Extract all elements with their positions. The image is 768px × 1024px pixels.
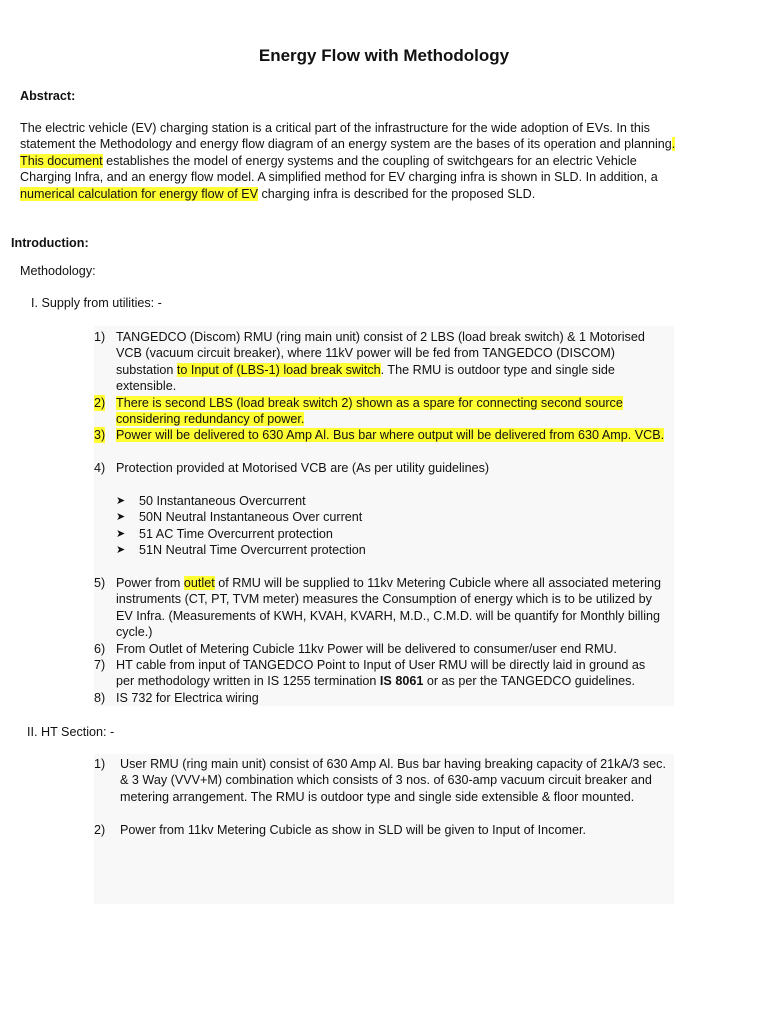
item-text-part: or as per the TANGEDCO guidelines. xyxy=(423,674,635,689)
item-text-part: Protection provided at Motorised VCB are (As per utility guidelines) xyxy=(116,461,490,475)
item-text-part: From Outlet of Metering Cubicle 11kv Power will be delivered to consumer/user end RMU. xyxy=(116,642,617,656)
abstract-text-3: charging infra is described for the proposed SLD. xyxy=(258,186,536,201)
item-text xyxy=(116,395,666,428)
item-number: 3) xyxy=(94,428,106,442)
abstract-text-2: establishes the model of energy systems and the coupling of switchgears for an electric Vehicle Charging Infra, and an energy flow model. A simplified method for EV charging infra is shown in SLD. In addition, a xyxy=(20,153,658,185)
document-title: Energy Flow with Methodology xyxy=(258,46,510,65)
bullet-text: 50 Instantaneous Overcurrent xyxy=(139,494,306,508)
item-number: 1) xyxy=(94,757,106,771)
bullet-text: 51N Neutral Time Overcurrent protection xyxy=(139,543,366,557)
introduction-heading: Introduction: xyxy=(11,236,89,250)
item-number: 2) xyxy=(94,396,106,410)
item-text-part: Power from xyxy=(116,576,184,590)
item-text xyxy=(116,329,666,395)
arrow-bullet-icon: ➤ xyxy=(116,511,126,523)
item-number: 1) xyxy=(94,330,106,344)
item-text-part: of RMU will be supplied to 11kv Metering Cubicle where all associated metering instruments (CT, PT, TVM meter) measures the Consumption of energy which is to be utilized by EV Infra. (Measurements of KWH, KVAH, KVARH, M.D., C.M.D. will be quantify for Monthly billing cycle.) xyxy=(116,576,662,640)
item-number: 5) xyxy=(94,576,106,590)
item-text xyxy=(116,427,666,443)
item-text-part: . The RMU is outdoor type and single side extensible. xyxy=(116,362,615,394)
item-number: 7) xyxy=(94,658,106,672)
section-2-label: II. HT Section: - xyxy=(27,725,115,739)
methodology-label: Methodology: xyxy=(20,264,96,278)
item-text xyxy=(116,657,666,690)
abstract-highlight-1: . This document xyxy=(20,137,676,168)
item-text xyxy=(116,460,666,476)
abstract-highlight-2: numerical calculation for energy flow of EV xyxy=(20,186,258,201)
item-highlight: to Input of (LBS-1) load break switch xyxy=(176,362,381,377)
arrow-bullet-icon: ➤ xyxy=(116,528,126,540)
abstract-text-1: The electric vehicle (EV) charging station is a critical part of the infrastructure for the wide adoption of EVs. In this statement the Methodology and energy flow diagram of an energy system are the bases of its operation and planning xyxy=(20,121,672,152)
item-text xyxy=(116,641,666,657)
standard-reference: IS 8061 xyxy=(379,674,424,689)
section-1-label: I. Supply from utilities: - xyxy=(31,296,162,310)
bullet-text: 51 AC Time Overcurrent protection xyxy=(139,527,333,541)
item-text: User RMU (ring main unit) consist of 630 Amp Al. Bus bar having breaking capacity of 21kA/3 sec. & 3 Way (VVV+M) combination which consists of 3 nos. of 630-amp vacuum circuit breaker and metering arrangement. The RMU is outdoor type and single side extensible & floor mounted. xyxy=(120,757,666,804)
arrow-bullet-icon: ➤ xyxy=(116,495,126,507)
item-text-part: HT cable from input of TANGEDCO Point to Input of User RMU will be directly laid in ground as per methodology written in IS 1255 termination xyxy=(116,658,646,689)
item-number: 4) xyxy=(94,461,106,475)
item-text: Power from 11kv Metering Cubicle as show in SLD will be given to Input of Incomer. xyxy=(120,823,586,837)
item-text xyxy=(116,575,666,641)
item-text xyxy=(116,690,666,706)
item-highlight: Power will be delivered to 630 Amp Al. Bus bar where output will be delivered from 630 Amp. VCB. xyxy=(116,428,665,442)
bullet-text: 50N Neutral Instantaneous Over current xyxy=(139,510,363,524)
item-highlight: outlet xyxy=(183,576,215,590)
item-number: 2) xyxy=(94,823,106,837)
arrow-bullet-icon: ➤ xyxy=(116,544,126,556)
item-number: 6) xyxy=(94,642,106,656)
item-text-part: IS 732 for Electrica wiring xyxy=(116,691,259,705)
abstract-heading: Abstract: xyxy=(20,89,76,103)
item-number: 8) xyxy=(94,691,106,705)
item-highlight: There is second LBS (load break switch 2) shown as a spare for connecting second source considering redundancy of power. xyxy=(116,396,623,427)
abstract-paragraph xyxy=(20,120,680,202)
item-text-part: TANGEDCO (Discom) RMU (ring main unit) consist of 2 LBS (load break switch) & 1 Motorised VCB (vacuum circuit breaker), where 11kV power will be fed from TANGEDCO (DISCOM) substation xyxy=(116,330,645,377)
